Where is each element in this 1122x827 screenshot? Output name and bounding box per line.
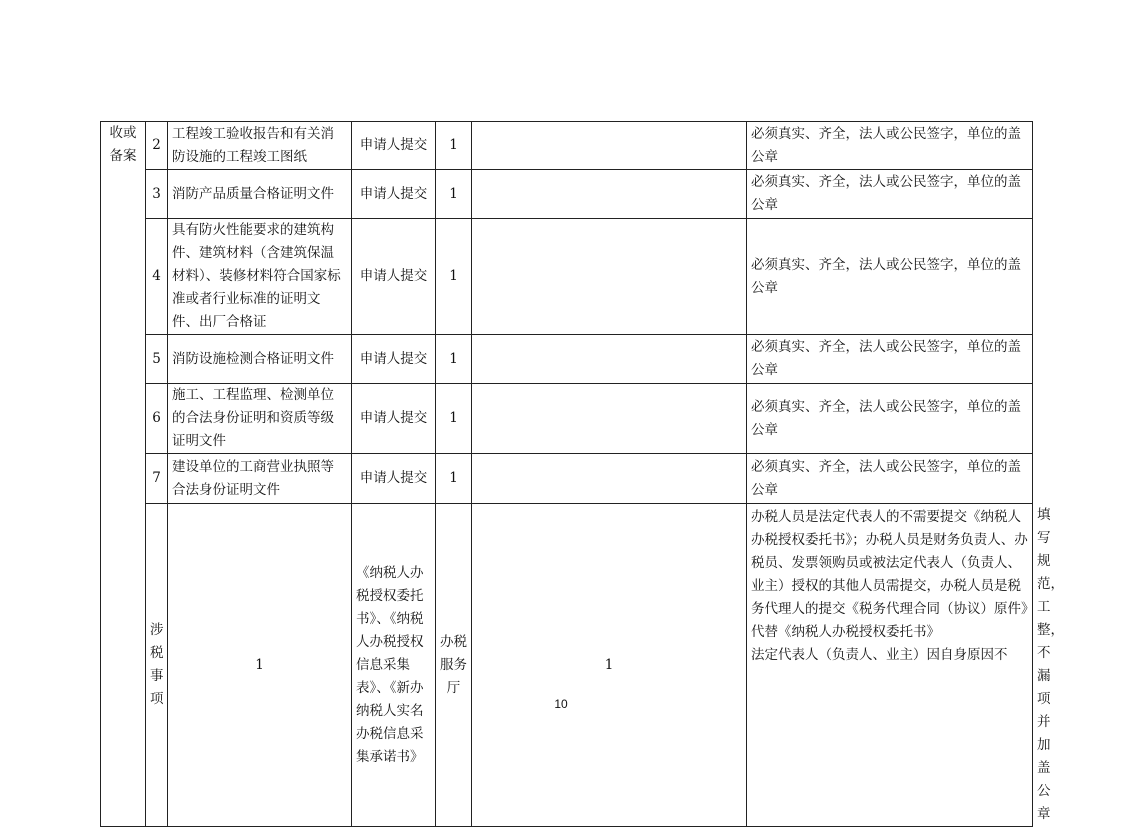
material-source: 申请人提交 xyxy=(352,335,436,384)
material-remark xyxy=(472,219,747,335)
item-number: 7 xyxy=(146,454,168,504)
table-row xyxy=(101,219,1033,335)
material-quantity: 1 xyxy=(436,219,472,335)
material-source: 申请人提交 xyxy=(352,384,436,454)
item-number: 5 xyxy=(146,335,168,384)
item-number: 1 xyxy=(168,504,352,827)
item-number: 2 xyxy=(146,122,168,170)
material-name: 建设单位的工商营业执照等合法身份证明文件 xyxy=(168,454,352,504)
material-source: 申请人提交 xyxy=(352,454,436,504)
remark-paragraph: 办税人员是法定代表人的不需要提交《纳税人办税授权委托书》；办税人员是财务负责人、办税员、发票领购员或被法定代表人（负责人、业主）授权的其他人员需提交，办税人员是税务代理人的提交《税务代理合同（协议）原件》代替《纳税人办税授权委托书》 xyxy=(751,509,1028,640)
material-name: 具有防火性能要求的建筑构件、建筑材料（含建筑保温材料）、装修材料符合国家标准或者行业标准的证明文件、出厂合格证 xyxy=(168,219,352,335)
material-requirement: 必须真实、齐全，法人或公民签字，单位的盖公章 xyxy=(747,454,1033,504)
material-quantity: 1 xyxy=(436,335,472,384)
table-row xyxy=(101,384,1033,454)
table-row xyxy=(101,170,1033,219)
material-remark xyxy=(472,122,747,170)
material-quantity: 1 xyxy=(436,170,472,219)
table-row: 涉税事项 1 《纳税人办税授权委托书》、《纳税人办税授权信息采集表》、《新办纳税人实名办税信息采集承诺书》 办税服务厅 1 办税人员是法定代表人的不需要提交《纳税人办税授权委托书》；办税人员是财务负责人、办税员、发票领购员或被法定代表人（负责人、业主）授权的其他人员需提交，办税人员是税务代理人的提交《税务代理合同（协议）原件》代替《纳税人办税授权委托书》 法定代表人（负责人、业主）因自身原因不 填写规范，工整，不漏项并加盖公章 xyxy=(101,504,1033,827)
material-remark xyxy=(472,170,747,219)
table-row xyxy=(101,454,1033,504)
material-requirement: 必须真实、齐全，法人或公民签字，单位的盖公章 xyxy=(747,335,1033,384)
material-quantity: 1 xyxy=(436,122,472,170)
material-quantity: 1 xyxy=(436,454,472,504)
remark-paragraph: 法定代表人（负责人、业主）因自身原因不 xyxy=(751,647,1008,663)
materials-table xyxy=(100,121,1064,827)
material-requirement: 必须真实、齐全，法人或公民签字，单位的盖公章 xyxy=(747,384,1033,454)
category-cell: 收或备案 xyxy=(101,122,146,170)
page-number: 10 xyxy=(554,697,568,711)
material-source: 办税服务厅 xyxy=(436,504,472,827)
category-cell: 涉税事项 xyxy=(146,504,168,827)
material-name: 施工、工程监理、检测单位的合法身份证明和资质等级证明文件 xyxy=(168,384,352,454)
material-requirement: 必须真实、齐全，法人或公民签字，单位的盖公章 xyxy=(747,122,1033,170)
item-number: 6 xyxy=(146,384,168,454)
material-source: 申请人提交 xyxy=(352,122,436,170)
material-remark xyxy=(472,454,747,504)
material-remark xyxy=(472,384,747,454)
material-source: 申请人提交 xyxy=(352,219,436,335)
material-remark xyxy=(747,504,1033,827)
material-name: 消防设施检测合格证明文件 xyxy=(168,335,352,384)
material-quantity: 1 xyxy=(472,504,747,827)
material-remark xyxy=(472,335,747,384)
material-requirement: 必须真实、齐全，法人或公民签字，单位的盖公章 xyxy=(747,219,1033,335)
material-name: 《纳税人办税授权委托书》、《纳税人办税授权信息采集表》、《新办纳税人实名办税信息采集承诺书》 xyxy=(352,504,436,827)
table-row xyxy=(101,335,1033,384)
table-row xyxy=(101,122,1033,170)
material-name: 工程竣工验收报告和有关消防设施的工程竣工图纸 xyxy=(168,122,352,170)
material-name: 消防产品质量合格证明文件 xyxy=(168,170,352,219)
material-quantity: 1 xyxy=(436,384,472,454)
material-source: 申请人提交 xyxy=(352,170,436,219)
material-requirement: 必须真实、齐全，法人或公民签字，单位的盖公章 xyxy=(747,170,1033,219)
category-cell-continued xyxy=(101,170,146,827)
item-number: 4 xyxy=(146,219,168,335)
item-number: 3 xyxy=(146,170,168,219)
